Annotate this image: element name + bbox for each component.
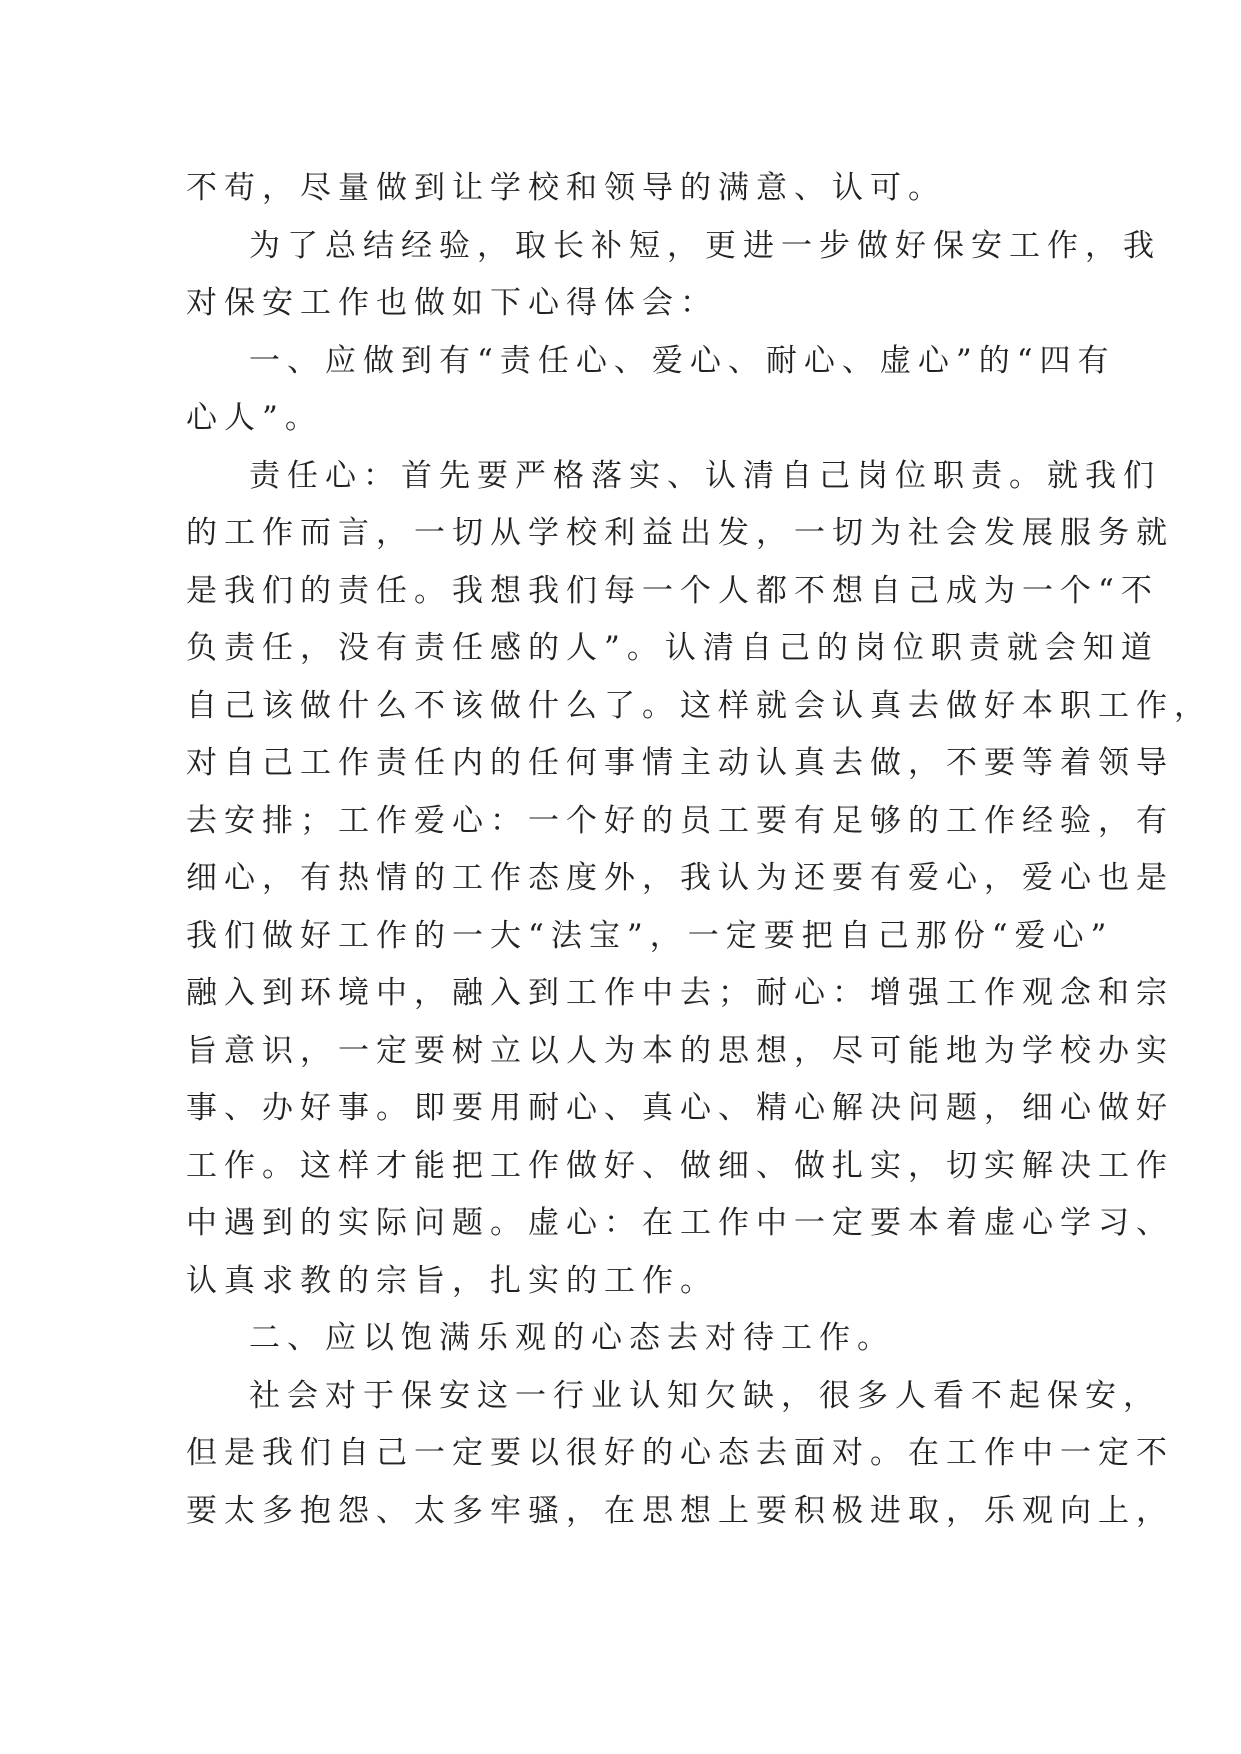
text-line: 中遇到的实际问题。虚心：在工作中一定要本着虚心学习、 <box>186 1205 1174 1241</box>
text-line: 不苟，尽量做到让学校和领导的满意、认可。 <box>186 170 946 206</box>
text-line: 为了总结经验，取长补短，更进一步做好保安工作，我 <box>249 227 1161 264</box>
text-line: 认真求教的宗旨，扎实的工作。 <box>186 1262 718 1299</box>
text-line: 是我们的责任。我想我们每一个人都不想自己成为一个“不 <box>186 572 1159 609</box>
text-line: 细心，有热情的工作态度外，我认为还要有爱心，爱心也是 <box>186 860 1174 896</box>
text-line: 一、应做到有“责任心、爱心、耐心、虚心”的“四有 <box>249 342 1116 379</box>
text-line: 旨意识，一定要树立以人为本的思想，尽可能地为学校办实 <box>186 1032 1174 1069</box>
text-line: 去安排；工作爱心：一个好的员工要有足够的工作经验，有 <box>186 802 1174 839</box>
body-text <box>186 160 1212 1540</box>
text-line: 对保安工作也做如下心得体会： <box>186 285 718 321</box>
text-line: 二、应以饱满乐观的心态去对待工作。 <box>249 1320 895 1356</box>
text-line: 自己该做什么不该做什么了。这样就会认真去做好本职工作， <box>186 687 1212 724</box>
text-line: 对自己工作责任内的任何事情主动认真去做，不要等着领导 <box>186 745 1174 781</box>
text-line: 融入到环境中，融入到工作中去；耐心：增强工作观念和宗 <box>186 975 1174 1011</box>
text-line: 的工作而言，一切从学校利益出发，一切为社会发展服务就 <box>186 515 1174 551</box>
text-line: 我们做好工作的一大“法宝”，一定要把自己那份“爱心” <box>186 917 1114 954</box>
text-line: 要太多抱怨、太多牢骚，在思想上要积极进取，乐观向上， <box>186 1492 1174 1529</box>
text-line: 但是我们自己一定要以很好的心态去面对。在工作中一定不 <box>186 1435 1174 1471</box>
text-line: 心人”。 <box>186 400 323 436</box>
text-line: 负责任，没有责任感的人”。认清自己的岗位职责就会知道 <box>186 630 1159 666</box>
text-line: 社会对于保安这一行业认知欠缺，很多人看不起保安， <box>249 1377 1161 1414</box>
text-line: 工作。这样才能把工作做好、做细、做扎实，切实解决工作 <box>186 1147 1174 1184</box>
text-line: 事、办好事。即要用耐心、真心、精心解决问题，细心做好 <box>186 1090 1174 1126</box>
text-line: 责任心：首先要严格落实、认清自己岗位职责。就我们 <box>249 457 1161 494</box>
